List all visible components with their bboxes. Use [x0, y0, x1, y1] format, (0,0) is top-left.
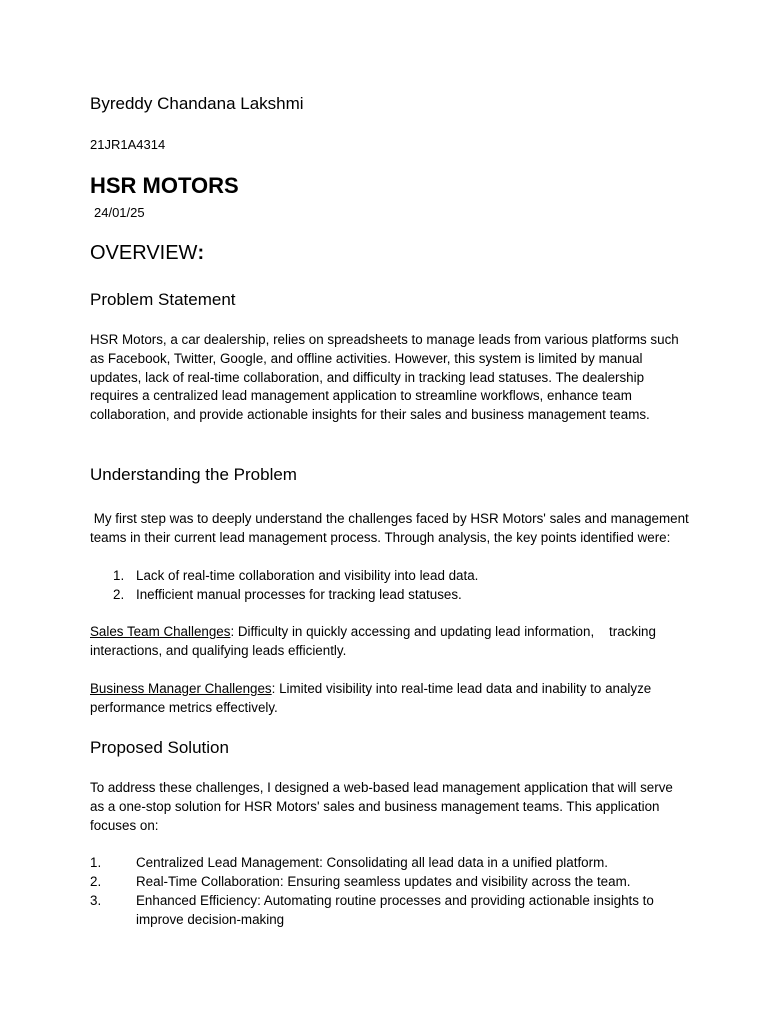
roll-number: 21JR1A4314 — [90, 137, 166, 152]
proposed-solution-heading: Proposed Solution — [90, 738, 229, 757]
solution-item-number: 3. — [90, 893, 102, 908]
sales-team-challenges-label: Sales Team Challenges — [90, 624, 231, 639]
solution-item-text: Centralized Lead Management: Consolidating all lead data in a unified platform. — [136, 855, 608, 870]
business-manager-challenges-text: : Limited visibility into real-time lead data and inability to analyze performance metrics effectively. — [90, 681, 652, 715]
understanding-heading: Understanding the Problem — [90, 465, 297, 484]
sales-team-challenges-text: : Difficulty in quickly accessing and updating lead information, tracking interactions, and qualifying leads efficiently. — [90, 624, 660, 658]
sales-team-challenges — [90, 623, 690, 661]
solution-item-number: 1. — [90, 855, 102, 870]
problem-statement-heading: Problem Statement — [90, 290, 236, 309]
understanding-intro: My first step was to deeply understand the challenges faced by HSR Motors' sales and management teams in their current lead management process. Through analysis, the key points identified were: — [90, 511, 693, 545]
overview-colon: : — [197, 242, 205, 264]
point-text: Lack of real-time collaboration and visibility into lead data. — [136, 568, 479, 583]
overview-heading — [90, 242, 204, 265]
point-number: 1. — [113, 568, 125, 583]
problem-statement-text: HSR Motors, a car dealership, relies on spreadsheets to manage leads from various platforms such as Facebook, Twitter, Google, and offline activities. However, this system is limited by manual updates, lack of real-time collaboration, and difficulty in tracking lead statuses. The dealership requires a centralized lead management application to streamline workflows, enhance team collaboration, and provide actionable insights for their sales and business management teams. — [90, 332, 679, 423]
point-number: 2. — [113, 587, 125, 602]
document-title: HSR MOTORS — [90, 173, 239, 198]
document-date: 24/01/25 — [94, 205, 145, 220]
proposed-solution-intro: To address these challenges, I designed a web-based lead management application that will serve as a one-stop solution for HSR Motors' sales and business management teams. This application focuses on: — [90, 780, 673, 833]
business-manager-challenges-label: Business Manager Challenges — [90, 681, 272, 696]
overview-heading-text: OVERVIEW — [90, 242, 198, 264]
solution-item-number: 2. — [90, 874, 102, 889]
author-name: Byreddy Chandana Lakshmi — [90, 94, 304, 113]
point-text: Inefficient manual processes for tracking lead statuses. — [136, 587, 462, 602]
solution-item-text: Real-Time Collaboration: Ensuring seamless updates and visibility across the team. — [136, 874, 631, 889]
solution-item-text-continued: improve decision-making — [136, 912, 285, 927]
business-manager-challenges — [90, 680, 690, 718]
solution-item-text: Enhanced Efficiency: Automating routine processes and providing actionable insights to — [136, 893, 654, 908]
